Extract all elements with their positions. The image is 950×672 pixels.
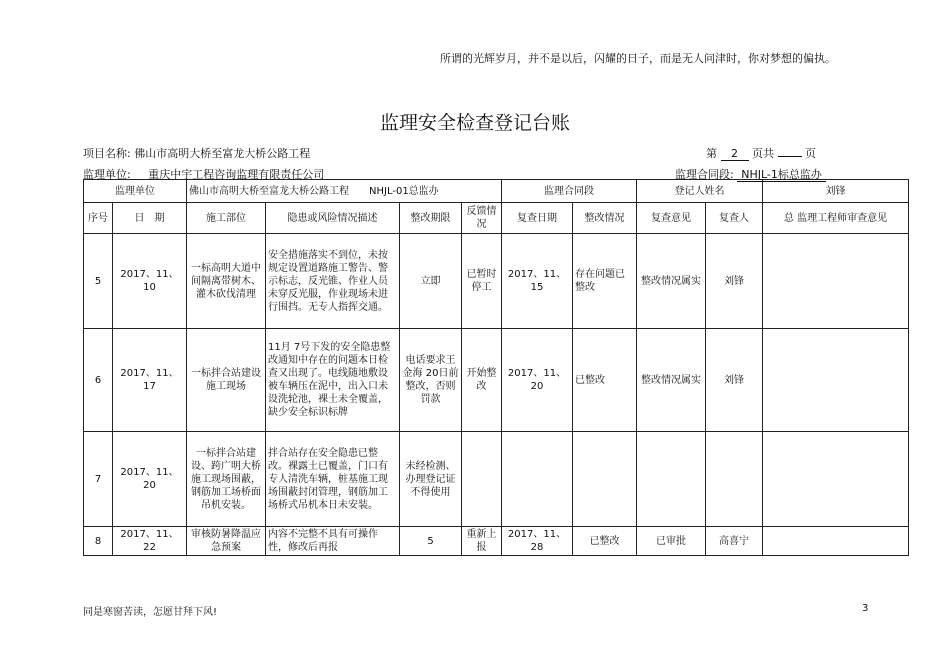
cell-feedback: 重新上报 xyxy=(462,527,502,556)
table-row xyxy=(84,432,909,527)
project-name: 佛山市高明大桥至富龙大桥公路工程 xyxy=(134,147,311,160)
page-total xyxy=(778,156,802,157)
safety-ledger-table xyxy=(83,179,909,556)
contract-label: 监理合同段: xyxy=(675,168,734,181)
header-registrant-label: 登记人姓名 xyxy=(637,180,763,203)
cell-feedback xyxy=(462,432,502,527)
cell-review-opinion: 整改情况属实 xyxy=(637,234,706,329)
cell-feedback: 已暂时停工 xyxy=(462,234,502,329)
unit-name: 重庆中宇工程咨询监理有限责任公司 xyxy=(148,168,325,181)
table-row xyxy=(84,234,909,329)
cell-fix-status: 已整改 xyxy=(573,527,637,556)
cell-deadline: 立即 xyxy=(400,234,462,329)
footer-quote: 同是寒窗苦读，怎愿甘拜下风! xyxy=(83,607,218,618)
cell-review-date: 2017、11、28 xyxy=(502,527,573,556)
header-registrant-value: 刘锋 xyxy=(763,180,909,203)
header-info-row xyxy=(84,180,909,203)
col-fix-status: 整改情况 xyxy=(573,203,637,234)
cell-reviewer: 刘锋 xyxy=(706,234,763,329)
cell-part: 一标拌合站建设、跨广明大桥施工现场围蔽，钢筋加工场桥面吊机安装。 xyxy=(187,432,266,527)
footer-page-number: 3 xyxy=(862,603,869,614)
cell-date: 2017、11、17 xyxy=(113,329,187,432)
cell-hazard: 内容不完整不具有可操作性，修改后再报 xyxy=(266,527,400,556)
cell-deadline: 未经检测、办理登记证不得使用 xyxy=(400,432,462,527)
page-prefix: 第 xyxy=(706,147,717,160)
col-feedback: 反馈情况 xyxy=(462,203,502,234)
cell-date: 2017、11、22 xyxy=(113,527,187,556)
cell-chief xyxy=(763,234,909,329)
cell-fix-status: 已整改 xyxy=(573,329,637,432)
cell-reviewer xyxy=(706,432,763,527)
col-part: 施工部位 xyxy=(187,203,266,234)
cell-seq: 8 xyxy=(84,527,113,556)
page-mid: 页共 xyxy=(752,147,774,160)
cell-reviewer: 高喜宁 xyxy=(706,527,763,556)
cell-review-date: 2017、11、15 xyxy=(502,234,573,329)
cell-feedback: 开始整改 xyxy=(462,329,502,432)
header-contract-label: 监理合同段 xyxy=(502,180,637,203)
cell-review-opinion: 已审批 xyxy=(637,527,706,556)
cell-part: 一标高明大道中间隔离带树木、灌木砍伐清理 xyxy=(187,234,266,329)
cell-hazard: 安全措施落实不到位，未按规定设置道路施工警告、警示标志，反光锥、作业人员未穿反光服，作业现场未进行围挡。无专人指挥交通。 xyxy=(266,234,400,329)
document-title: 监理安全检查登记台账 xyxy=(379,112,570,134)
cell-fix-status: 存在问题已整改 xyxy=(573,234,637,329)
header-quote: 所谓的光辉岁月，并不是以后，闪耀的日子，而是无人问津时，你对梦想的偏执。 xyxy=(440,52,836,65)
contract-name: NHJL-1标总监办 xyxy=(737,169,826,182)
col-date: 日 期 xyxy=(113,203,187,234)
cell-review-date: 2017、11、20 xyxy=(502,329,573,432)
col-deadline: 整改期限 xyxy=(400,203,462,234)
page-count xyxy=(706,145,816,161)
cell-chief xyxy=(763,432,909,527)
cell-review-date xyxy=(502,432,573,527)
cell-part: 一标拌合站建设施工现场 xyxy=(187,329,266,432)
cell-date: 2017、11、20 xyxy=(113,432,187,527)
table-row xyxy=(84,527,909,556)
cell-review-opinion xyxy=(637,432,706,527)
cell-hazard: 11月 7号下发的安全隐患整改通知中存在的问题本日检查又出现了。电线随地敷设被车辆压在泥中，出入口未设洗轮池，裸土未全覆盖，缺少安全标识标牌 xyxy=(266,329,400,432)
col-chief: 总 监理工程师审查意见 xyxy=(763,203,909,234)
cell-chief xyxy=(763,527,909,556)
cell-deadline: 5 xyxy=(400,527,462,556)
unit-label: 监理单位: xyxy=(83,168,131,181)
cell-seq: 7 xyxy=(84,432,113,527)
cell-hazard: 拌合站存在安全隐患已整改。裸露土已覆盖，门口有专人清洗车辆，桩基施工现场围蔽封闭管理，钢筋加工场桥式吊机本日未安装。 xyxy=(266,432,400,527)
cell-fix-status xyxy=(573,432,637,527)
col-review-date: 复查日期 xyxy=(502,203,573,234)
cell-chief xyxy=(763,329,909,432)
col-hazard: 隐患或风险情况描述 xyxy=(266,203,400,234)
project-line xyxy=(83,145,310,161)
header-unit-label: 监理单位 xyxy=(84,180,187,203)
cell-seq: 6 xyxy=(84,329,113,432)
page-number: 2 xyxy=(721,148,749,161)
col-review-opinion: 复查意见 xyxy=(637,203,706,234)
cell-review-opinion: 整改情况属实 xyxy=(637,329,706,432)
table-row xyxy=(84,329,909,432)
col-seq: 序号 xyxy=(84,203,113,234)
page-suffix: 页 xyxy=(805,147,816,160)
cell-deadline: 电话要求王金海 20日前整改，否则罚款 xyxy=(400,329,462,432)
cell-seq: 5 xyxy=(84,234,113,329)
cell-reviewer: 刘锋 xyxy=(706,329,763,432)
cell-date: 2017、11、10 xyxy=(113,234,187,329)
header-unit-value: 佛山市高明大桥至富龙大桥公路工程 NHJL-01总监办 xyxy=(187,180,502,203)
project-label: 项目名称: xyxy=(83,147,131,160)
col-reviewer: 复查人 xyxy=(706,203,763,234)
cell-part: 审核防暑降温应急预案 xyxy=(187,527,266,556)
column-header-row xyxy=(84,203,909,234)
